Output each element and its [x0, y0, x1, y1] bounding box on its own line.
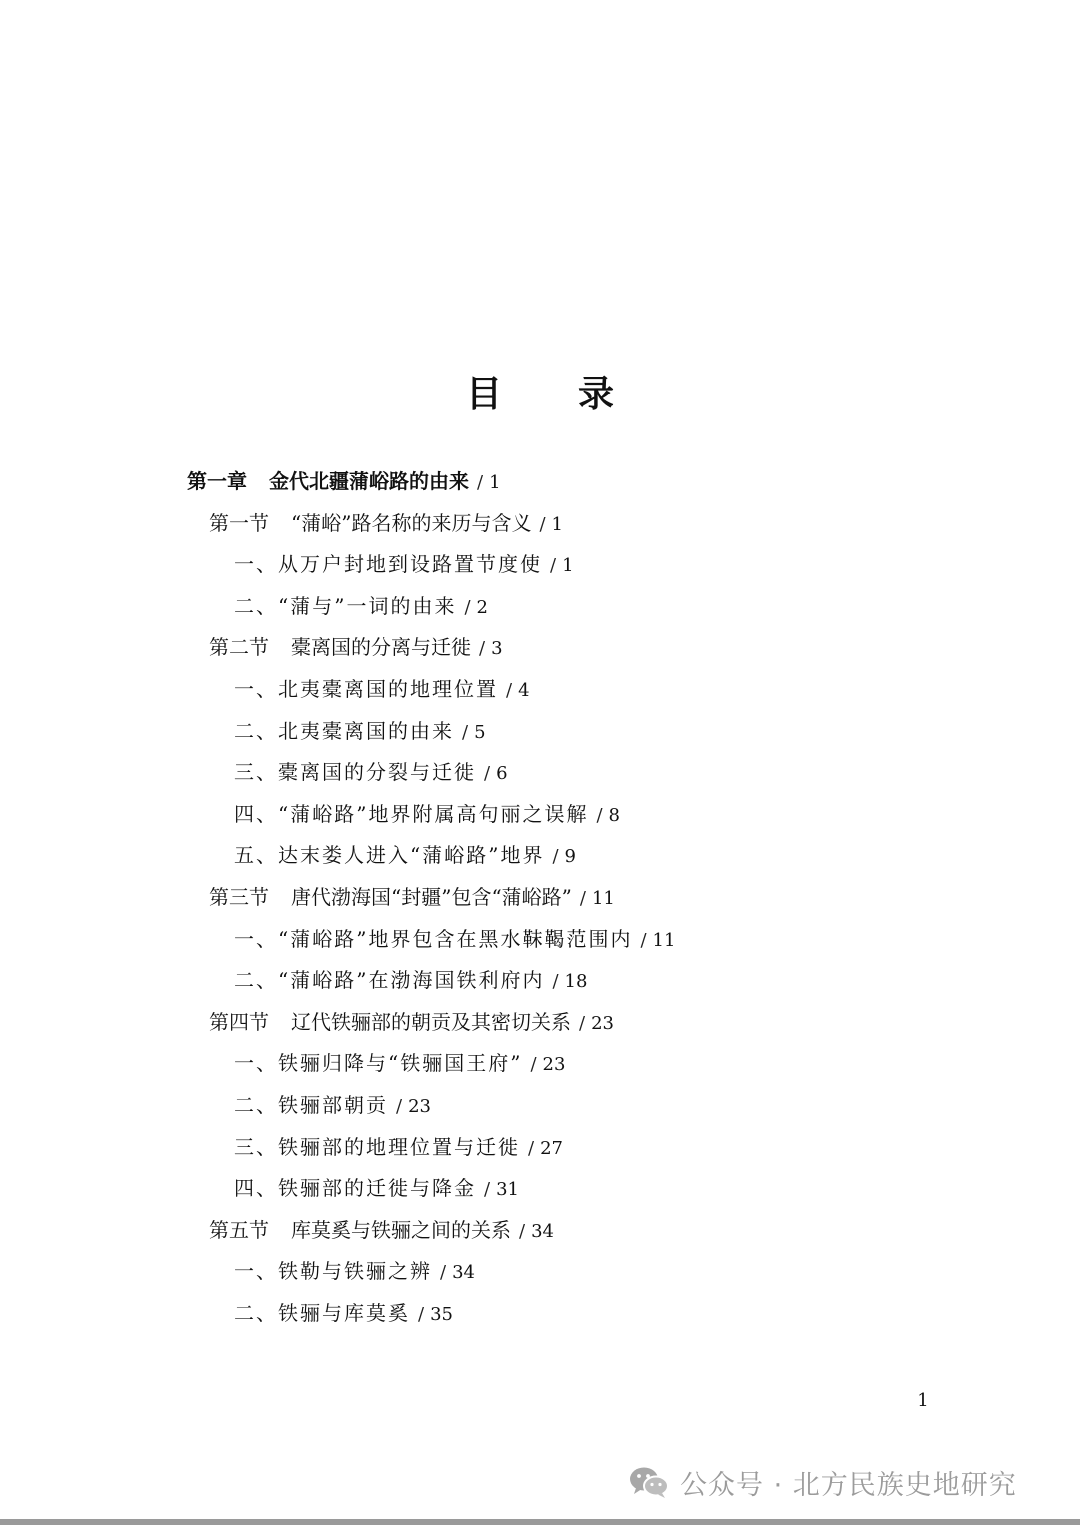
watermark-text: 公众号 · 北方民族史地研究: [680, 1469, 1017, 1501]
toc-entry-item: [0, 835, 1080, 877]
toc-entry-page: 11: [652, 929, 676, 951]
toc-entry-page: 34: [531, 1220, 554, 1242]
toc-entry-page: 35: [430, 1303, 453, 1325]
toc-entry-title: 四、铁骊部的迁徙与降金: [234, 1176, 476, 1201]
toc-entry-item: [0, 1293, 1080, 1335]
toc-entry-title: 二、铁骊部朝贡: [234, 1092, 388, 1117]
toc-entry-title: 一、“蒲峪路”地界包含在黑水靺鞨范围内: [234, 926, 633, 951]
toc-list: [0, 461, 1080, 1334]
toc-entry-title: 二、铁骊与库莫奚: [234, 1300, 410, 1325]
toc-entry-page: 1: [562, 555, 574, 577]
toc-entry-item: [0, 752, 1080, 794]
toc-entry-page: 18: [564, 971, 588, 993]
toc-entry-separator: /: [552, 971, 559, 993]
toc-entry-page: 23: [542, 1054, 566, 1076]
toc-entry-title: “蒲峪”路名称的来历与含义: [291, 510, 532, 535]
toc-entry-separator: /: [477, 472, 484, 493]
toc-entry-separator: /: [506, 679, 513, 701]
toc-entry-item: [0, 669, 1080, 711]
toc-entry-separator: /: [579, 1012, 586, 1034]
toc-entry-separator: /: [484, 1179, 491, 1201]
toc-entry-separator: /: [464, 596, 471, 618]
toc-entry-separator: /: [596, 804, 603, 826]
watermark: [628, 1460, 1017, 1504]
toc-entry-item: [0, 1168, 1080, 1210]
toc-entry-title: 一、铁骊归降与“铁骊国王府”: [234, 1051, 523, 1076]
toc-entry-label: 第五节: [209, 1217, 269, 1242]
toc-entry-page: 1: [551, 513, 563, 535]
toc-entry-title: 四、“蒲峪路”地界附属高句丽之误解: [234, 801, 589, 826]
toc-entry-page: 6: [496, 763, 508, 785]
toc-entry-label: 第一节: [209, 510, 269, 535]
toc-entry-page: 5: [474, 721, 486, 743]
toc-entry-section: [0, 877, 1080, 919]
toc-entry-page: 8: [608, 804, 620, 826]
toc-entry-page: 27: [540, 1137, 563, 1159]
toc-entry-title: 三、橐离国的分裂与迁徙: [234, 760, 476, 785]
toc-entry-page: 1: [489, 472, 501, 493]
toc-entry-title: 金代北疆蒲峪路的由来: [269, 469, 469, 493]
toc-entry-title: 辽代铁骊部的朝贡及其密切关系: [291, 1009, 571, 1034]
toc-entry-section: [0, 503, 1080, 545]
toc-entry-page: 31: [496, 1179, 519, 1201]
toc-entry-page: 23: [591, 1012, 614, 1034]
toc-entry-separator: /: [640, 929, 647, 951]
toc-entry-chapter: [0, 461, 1080, 503]
toc-entry-page: 11: [591, 887, 615, 909]
toc-entry-separator: /: [462, 721, 469, 743]
toc-entry-page: 23: [408, 1095, 431, 1117]
toc-entry-title: 二、北夷橐离国的由来: [234, 718, 454, 743]
toc-entry-separator: /: [550, 555, 557, 577]
wechat-icon: [628, 1464, 670, 1500]
toc-entry-title: 五、达末娄人进入“蒲峪路”地界: [234, 843, 545, 868]
toc-entry-title: 二、“蒲峪路”在渤海国铁利府内: [234, 968, 545, 993]
toc-entry-page: 2: [476, 596, 488, 618]
toc-entry-title: 一、铁勒与铁骊之辨: [234, 1259, 432, 1284]
toc-entry-separator: /: [479, 638, 486, 660]
toc-entry-separator: /: [579, 887, 586, 909]
toc-entry-separator: /: [552, 846, 559, 868]
toc-entry-page: 4: [518, 679, 530, 701]
toc-entry-item: [0, 586, 1080, 628]
toc-entry-item: [0, 544, 1080, 586]
toc-entry-item: [0, 794, 1080, 836]
toc-title-char: 录: [578, 373, 615, 415]
toc-entry-title: 一、北夷橐离国的地理位置: [234, 676, 498, 701]
toc-entry-separator: /: [440, 1262, 447, 1284]
page-number: 1: [917, 1390, 929, 1411]
toc-entry-item: [0, 1043, 1080, 1085]
toc-entry-title: 三、铁骊部的地理位置与迁徙: [234, 1134, 520, 1159]
toc-entry-item: [0, 711, 1080, 753]
toc-entry-label: 第二节: [209, 635, 269, 660]
toc-entry-label: 第四节: [209, 1009, 269, 1034]
toc-title: [0, 366, 1080, 416]
toc-entry-title: 二、“蒲与”一词的由来: [234, 593, 457, 618]
toc-entry-section: [0, 1002, 1080, 1044]
toc-entry-separator: /: [528, 1137, 535, 1159]
toc-entry-separator: /: [530, 1054, 537, 1076]
toc-entry-separator: /: [519, 1220, 526, 1242]
toc-entry-separator: /: [418, 1303, 425, 1325]
toc-title-char: 目: [465, 373, 502, 415]
toc-entry-separator: /: [484, 763, 491, 785]
toc-entry-item: [0, 1127, 1080, 1169]
toc-entry-label: 第一章: [187, 469, 247, 493]
toc-entry-separator: /: [396, 1095, 403, 1117]
toc-entry-item: [0, 1085, 1080, 1127]
toc-entry-item: [0, 1251, 1080, 1293]
toc-entry-page: 34: [452, 1262, 475, 1284]
toc-entry-page: 3: [491, 638, 503, 660]
toc-entry-label: 第三节: [209, 884, 269, 909]
toc-entry-page: 9: [564, 846, 576, 868]
toc-entry-title: 库莫奚与铁骊之间的关系: [291, 1217, 511, 1242]
toc-entry-item: [0, 919, 1080, 961]
toc-entry-section: [0, 627, 1080, 669]
toc-entry-title: 唐代渤海国“封疆”包含“蒲峪路”: [291, 884, 572, 909]
toc-entry-separator: /: [539, 513, 546, 535]
page-bottom-edge: [0, 1519, 1080, 1525]
toc-entry-item: [0, 960, 1080, 1002]
toc-entry-title: 橐离国的分离与迁徙: [291, 635, 471, 660]
toc-entry-title: 一、从万户封地到设路置节度使: [234, 552, 542, 577]
toc-entry-section: [0, 1210, 1080, 1252]
